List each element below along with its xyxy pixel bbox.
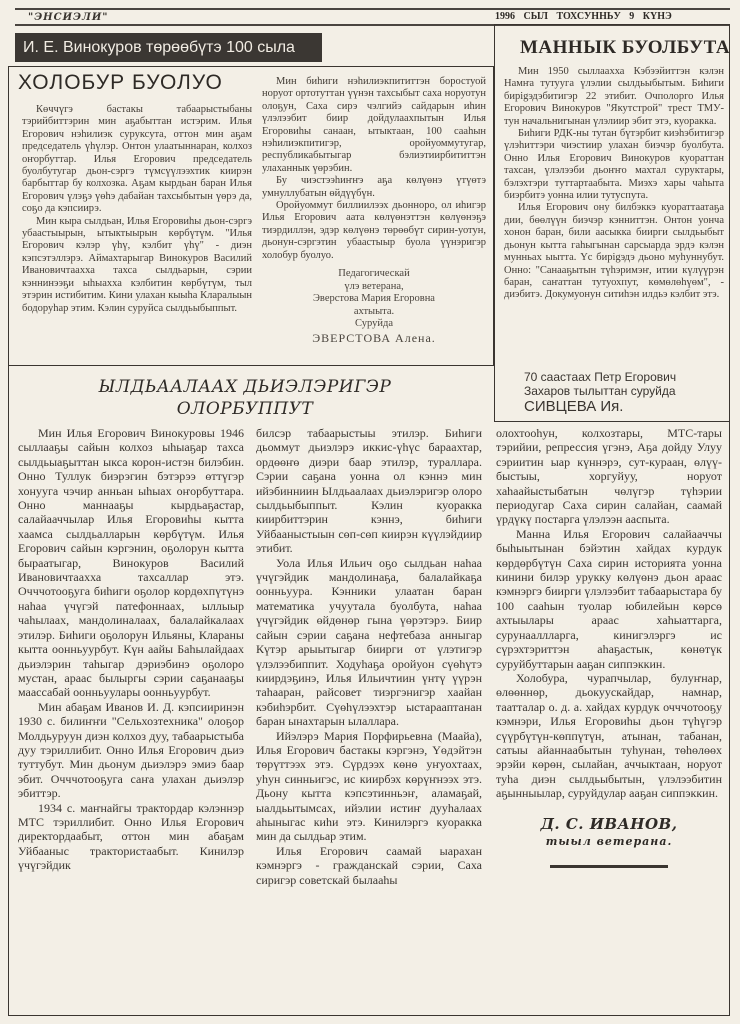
article-yldyaal-column-2 — [256, 426, 482, 1010]
article-holobur-headline: ХОЛОБУР БУОЛУО — [18, 71, 223, 94]
article-holobur-signature — [262, 268, 486, 345]
article-yldyaal-headline — [10, 376, 480, 420]
article-mannyk-signature — [504, 370, 724, 415]
anniversary-banner: И. Е. Винокуров төрөөбүтэ 100 сыла — [15, 33, 322, 62]
signature-line: Педагогическай — [338, 268, 410, 280]
article-yldyaal-column-3 — [496, 426, 722, 1010]
paragraph: билсэр табаарыстыы этилэр. Биһиги дьоммут дьиэлэрэ иккис-үһүс бараахтар, ордөөҥө диэри баар этилэр, тураллара. Сэрии саҕана уонна ол кэннэ мин ийэбинниин Ылдьаалаах дьиэлэригэр олоро сылдьыбыппыт. Кэлин куоракка киирбиттэрин кэннэ, биһиги Уйбааныстыын сөп-сөп киирэн күүлэйдиир этибит. — [256, 426, 482, 556]
signature-line: Захаров тылыттан суруйда — [524, 384, 676, 398]
paragraph: Мин кыра сылдьан, Илья Егоровиһы дьон-сэргэ убаастыырын, ытыктыырын көрбүтүм. "Илья Егорович кэлэр үһү, кэлбит үһү" - диэн кэпсэтэллэрэ. Аймахтарыгар Винокуров Василий Ивановичтаахха тахса сылдьарын, сэрии кэннинээҕи ыһыахха кэлбитин көрбүтүм, тыл этэрин истибитим. Кини улахан кыыһа Кларалыын бодоруһар этим. Кэлин суруйса сылдьыбыппыт. — [22, 215, 252, 314]
paragraph: Холобура, чурапчылар, булуҥнар, өлөөннөр, дьокуускайдар, намнар, таатталар о. д. а. хайдах курдук очччотооҕу кэмнэри, Илья Егоровиһы дьон түһүгэр сүүрбүтүн-көппүтүн, атынан, табанан, сатыы айаннаабытын туһунан, төһөлөөх эрэйи көрөн, сылайан, аччыктаан, норуот туһа диэн сылдьыбытын, үлэлээбитин аҕынныылар, суруйдулар ааҕан сиппэккин. — [496, 670, 722, 801]
masthead-top-rule — [15, 8, 730, 10]
paragraph: 1934 с. маҥнайгы трактордар кэлэннэр МТС тэриллибит. Онно Илья Егорович директордаабыт, оттон мин абаҕам Уйбааныс трактористаабыт. Кинилэр үчүгэйдик — [18, 800, 244, 873]
paragraph: Бу чиэстээһиҥҥэ аҕа көлүөнэ үтүөтэ умнуллубатын өйдүүбүн. — [262, 175, 486, 199]
article-yldyaal-column-1 — [18, 426, 244, 1010]
end-rule — [550, 865, 668, 868]
article-holobur-column-2 — [262, 76, 486, 362]
paragraph: Уола Илья Ильич оҕо сылдьан наһаа үчүгэйдик мандолинаҕа, балалайкаҕа оонньуура. Кэнники улаатан баран математика учуутала буолбута, наһаа үчүгэйдик өйдөнөр гына үөрэтэрэ. Биир сайын сэрии саҕана нефтебаза анныгар Күтэр арыытыгар биирги от үлэтигэр үлэлээбиппит. Ходуһаҕа оройуон сүөһүтэ киирдэҕинэ, Илья Ильичтиин үнтү үүрэн таһааран, райсовет тиэргэнигэр хаайан кэбиһэрбит. Сүөһүлээхтэр ыстарааптанан баран ынахтарын ылаллара. — [256, 555, 482, 729]
signature-line: Эверстова Мария Егоровна — [313, 293, 435, 305]
signature-line: үлэ ветерана, — [344, 280, 404, 292]
issue-date: 1996 СЫЛ ТОХСУННЬУ 9 КҮНЭ — [495, 11, 672, 22]
paragraph: Илья Егорович ону билбэккэ куораттаатаҕа дии, бөөлүүн биэчэр кэнниттэн. Онтон уончa хонон баран, били аасыкка биирги сылдьыбыт дьонун кытта гаһыгынан сарсыарда эрдэ кэлэн мунньах ыытта. Үс бирigэдэ дьоно муһуннубут. Онно: "Санааҕытын түһэримэҥ, итии күлүүрэн баран, саҥаттан тутуохпут, көмөлөһүөм", - диэбитэ. Докумуонун ситиһэн илдьэ кэлбит этэ. — [504, 202, 724, 301]
signature-line: Суруйда — [355, 318, 393, 330]
paragraph: Манна Илья Егорович салайааччы быһыытынан бэйэтин хайдах курдук көрдөрбүтүн Саха сирин историята уонна кинини билэр урукку көлүөнэ дьон араас кэмнэргэ биирги үлэлээбит табаарыстара бу 100 сааһын туолар юбилейын көрсө ахтыылары араас хаһыаттарга, сурунааллларга, кинигэлэргэ ис сүрэхтэриттэн аһаҕастык, көнөтүк суруйбуттарын ааҕан сиппэккин. — [496, 526, 722, 671]
article-yldyaal-signature — [496, 815, 722, 868]
paragraph: Мин биһиги нэһилиэкпититтэн боростуой норуот ортотуттан үүнэн тахсыбыт саха норуотун олоҕун, Саха сирэ чэлгийэ сайдарын иһин үлэлээбит биир дойдулаахпытын Илья Егоровиһы санаан, ытыктаан, 100 сааһын нэһилиэкпитигэр, оройуоммутугар, республикабытыгар бэлиэтиирбититтэн улаханнык үөрэбин. — [262, 76, 486, 174]
paragraph: Мин абаҕам Иванов И. Д. кэпсииринэн 1930 с. билиҥҥи "Сельхозтехника" олоҕор Молдьуруун диэн колхоз дуу, табаарыстыба дуу тэриллибит. Онно Илья Егорович дьиэ туттубут. Мин дьонум дьиэлэрэ эмиэ баар эбит. Очччотооҕуга саҥа улахан дьиэлэр эбиттэр. — [18, 699, 244, 801]
paragraph: олохтооһун, колхозтары, МТС-тары тэрийии, репрессия үгэнэ, Аҕа дойду Улуу сэриитин ыар күннэрэ, сут-кураан, өлүү-быстыы, хоргуйуу, норуот хаһаайыстыбатын чөлүгэр түһэрии периодугар Саха сирин салайан, саамай үрдүкү постарга үлэлээн ааспыта. — [496, 426, 722, 527]
article-mannyk-body — [504, 66, 724, 366]
paragraph: Илья Егорович саамай ыарахан кэмнэргэ - гражданскай сэрии, Саха сиригэр советскай былааһы — [256, 843, 482, 887]
newspaper-name: "ЭНСИЭЛИ" — [28, 12, 109, 23]
paragraph: Оройуоммут биллиилээх дьонноро, ол иһигэр Илья Егорович аата көлүөнэттэн көлүөнэҕэ тиэрдиллэн, эдэр көлүөнэ төрөөбүт сирин-уотун, дьонун-сэргэтин убаастыыр буола үүнэригэр холобур буолуо. — [262, 200, 486, 261]
headline-line-2: ОЛОРБУППУТ — [176, 399, 314, 419]
article-mannyk-headline: МАННЫК БУОЛБУТА — [520, 37, 731, 58]
paragraph: Көччүгэ бастакы табаарыстыбаны тэрийбиттэрин мин аҕабыттан истэрим. Илья Егорович нэһилиэк суруксута, оттон мин аҕам председатель үһүлэр. Онтон улаатыннаран, колхоз оҥорбуттар. Илья Егорович председатель буолбутугар дьон-сэргэ түмсүүлээхтик киирэн барбыттар бу колхозка. Аҕам кырдьан баран Илья Егорович үлэҕэ үөһэ дабайан тахсыбытын үөрэ да, соҕо да кэпсиирэ. — [22, 104, 252, 215]
paragraph: Мин Илья Егорович Винокуровы 1946 сыллааҕы сайын колхоз ыһыаҕар тахса сылдьыаҕыттан ыкса корон-истэн билэбин. Онно Туллук биэрэгин бэтэрээ өттүгэр хонууга чэчир анньан ыһыах оҥорбуттара. Онно маннааҕы кырдьаҕастар, салайааччылар Илья Егоровиһы кытта хаамса сылдьалларын көрбүтүм. Илья Егорович сайын кэргэнин, оҕолорун кытта быраатыгар, Винокуров Василий Ивановичтаахха тахсаллар этэ. Очччотооҕуга биһиги оҕолор кордөхпүтүнэ наһаа үчүгэй патефоннаах, ыллыыр чаһылаах, мандолиналаах, балалайкалаах этилэр. Биһиги оҕолорун Ильяны, Клараны кытта оонньуурбут. Күн аайы Баһылайдаах дьиэлэрин таһыгар дэриэбинэ оҕолоро мустан, араас былыргы сэрии саҕанааҕы маассабай оонньуулары оонньуурбут. — [18, 426, 244, 700]
article-holobur-column-1 — [22, 104, 252, 360]
signature-line: 70 сaастaах Петр Егорович — [524, 370, 677, 384]
signature-line: ахтыыта. — [353, 305, 395, 317]
paragraph: Мин 1950 сыллаахха Кэбээйиттэн кэлэн Намҥа тутууга үлэлии сылдьыбытым. Биһиги бирigэдэбитигэр 22 этибит. Очполорго Илья Егорович Винокуров "Якутстрой" трест ТМУ-тун начальнигынан үлэлиир эбит этэ, куоракка. — [504, 66, 724, 127]
paragraph: Ийэлэрэ Мария Порфирьевна (Маайа), Илья Егорович бастакы кэргэнэ, Үөдэйтэн төрүттээх этэ. Сүрдээх көнө уҥуохтаах, уһун синньигэс, ис киирбэх көрүҥнээх этэ. Дьону кытта кэпсэтинньэҥ, аламаҕай, ыалдьытымсах, ийэлии истиҥ дууһалаах аһыныгас киһи этэ. Кинилэргэ куоракка мин да сылдьар этим. — [256, 728, 482, 844]
author-name: ЭВЕРСТОВА Алена. — [312, 331, 436, 346]
author-name: Д. С. ИВАНОВ, — [540, 814, 678, 833]
headline-line-1: ЫЛДЬААЛААХ ДЬИЭЛЭРИГЭР — [98, 377, 392, 397]
author-name: СИВЦЕВА Ия. — [524, 398, 624, 415]
paragraph: Биһиги РДК-ны тутан бүтэрбит киэһэбитигэр үлэһиттэри чиэстиир улахан биэчэр буолбута. Онно Илья Егорович Винокуров куораттан тахсан, үлэлээби дьоҥҥо махтал суруктары, бэлэхтэри туттартаабыта. Миэхэ хары чаһыта биэрбитэ уонна илии тутуспута. — [504, 128, 724, 202]
author-role: тыыл ветерана. — [545, 834, 673, 848]
